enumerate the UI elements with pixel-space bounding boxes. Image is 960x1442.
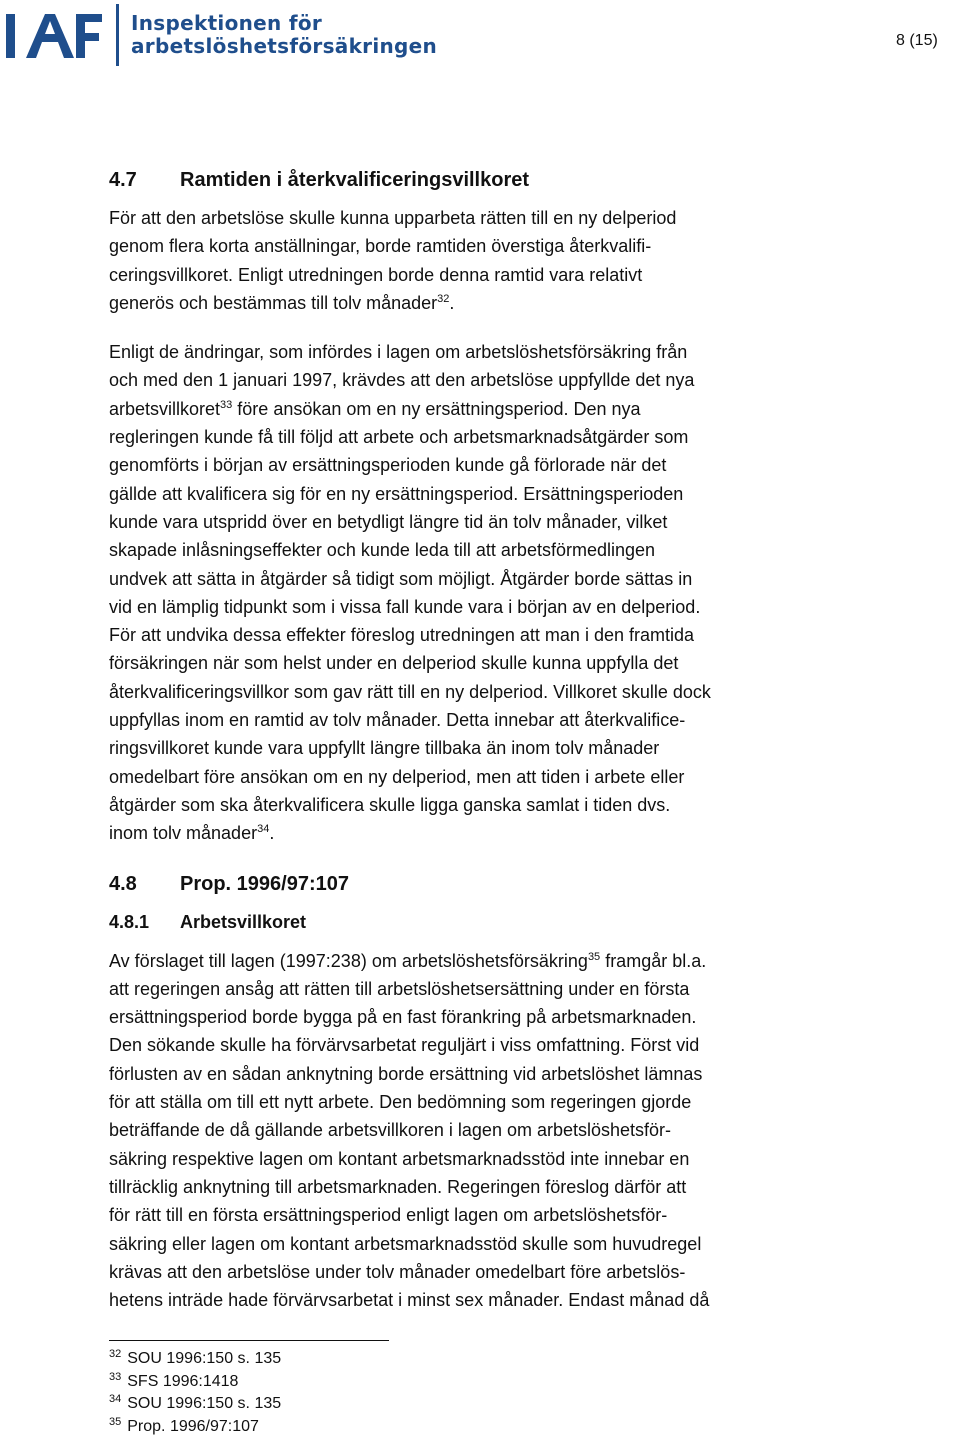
section-title: Ramtiden i återkvalificeringsvillkoret [180,169,530,191]
text-fragment: arbetsvillkoret [109,398,221,419]
text-line: säkring eller lagen om kontant arbetsmarknadsstöd skulle som huvudregel [109,1233,702,1254]
text-fragment: generös och bestämmas till tolv månader [109,292,438,313]
footnotes [109,1348,281,1439]
footnote-number: 35 [109,1416,122,1429]
text-line: för rätt till en första ersättningsperiod enligt lagen om arbetslöshetsför- [109,1205,668,1226]
text-line: förlusten av en sådan anknytning borde ersättning vid arbetslöshet lämnas [109,1063,703,1084]
footnote [109,1416,281,1439]
text-line: åtgärder som ska återkvalificera skulle ligga ganska samlat i tiden dvs. [109,794,671,815]
text-line: kunde vara utspridd över en betydligt längre tid än tolv månader, vilket [109,511,668,532]
text-line [109,947,844,975]
logo-line-2: arbetslöshetsförsäkringen [131,34,438,58]
text-line: Den sökande skulle ha förvärvsarbetat reguljärt i viss omfattning. Först vid [109,1035,700,1056]
text-line: krävas att den arbetslöse under tolv månader omedelbart före arbetslös- [109,1261,686,1282]
page-number: 8 (15) [896,32,938,49]
text-line: skapade inlåsningseffekter och kunde leda till att arbetsförmedlingen [109,540,656,561]
text-line: hetens inträde hade förvärvsarbetat i minst sex månader. Endast månad då [109,1290,710,1311]
footnote-ref: 35 [587,950,601,963]
text-line: uppfyllas inom en ramtid av tolv månader. Detta innebar att återkvalifice- [109,710,686,731]
text-fragment: före ansökan om en ny ersättningsperiod. Den nya [232,398,641,419]
section-heading-4-8 [109,870,844,898]
footnote-number: 34 [109,1393,122,1406]
footnote-text: SOU 1996:150 s. 135 [127,1395,282,1413]
footnote-number: 32 [109,1348,122,1360]
text-line: För att undvika dessa effekter föreslog utredningen att man i den framtida [109,625,694,646]
text-fragment: inom tolv månader [109,823,258,844]
text-line: Enligt de ändringar, som infördes i lagen om arbetslöshetsförsäkring från [109,342,688,363]
footnote [109,1371,281,1394]
footnote-text: SFS 1996:1418 [127,1372,239,1390]
logo-wordmark [131,12,437,58]
text-line: återkvalificeringsvillkor som gav rätt till en ny delperiod. Villkoret skulle dock [109,681,711,702]
footnote-number: 33 [109,1370,122,1383]
paragraph [109,947,844,1315]
footnote-text: Prop. 1996/97:107 [127,1418,259,1436]
text-line: beträffande de då gällande arbetsvillkoren i lagen om arbetslöshetsför- [109,1120,672,1141]
text-fragment: . [449,292,455,313]
text-line: ceringsvillkoret. Enligt utredningen borde denna ramtid vara relativt [109,264,643,285]
text-fragment: Av förslaget till lagen (1997:238) om arbetslöshetsförsäkring [109,950,588,971]
text-line [109,289,844,317]
section-number: 4.8 [109,872,137,895]
document-body [109,166,844,1314]
text-line: tillräcklig anknytning till arbetsmarknaden. Regeringen föreslog därför att [109,1176,687,1197]
text-line: omedelbart före ansökan om en ny delperiod, men att tiden i arbete eller [109,766,685,787]
paragraph [109,204,844,317]
section-title: Arbetsvillkoret [180,911,307,932]
iaf-logo-mark [6,4,102,62]
text-line: att regeringen ansåg att rätten till arbetslöshetsersättning under en första [109,978,690,999]
footnote [109,1348,281,1371]
text-line: genom flera korta anställningar, borde ramtiden överstiga återkvalifi- [109,236,652,257]
logo-divider [116,4,119,66]
footnote-ref: 34 [257,823,270,836]
text-line: ringsvillkoret kunde vara uppfyllt längre tillbaka än inom tolv månader [109,738,660,759]
text-fragment: framgår bl.a. [600,950,707,971]
logo-line-1: Inspektionen för [131,11,323,35]
footnote-text: SOU 1996:150 s. 135 [127,1350,282,1367]
text-fragment: . [269,823,275,844]
text-line: gällde att kvalificera sig för en ny ersättningsperiod. Ersättningsperioden [109,483,684,504]
text-line [109,395,844,423]
text-line: vid en lämplig tidpunkt som i vissa fall kunde vara i början av en delperiod. [109,596,701,617]
footnote-separator [109,1340,389,1341]
text-line: och med den 1 januari 1997, krävdes att den arbetslöse uppfyllde det nya [109,370,695,391]
text-line: För att den arbetslöse skulle kunna upparbeta rätten till en ny delperiod [109,208,677,228]
text-line: säkring respektive lagen om kontant arbetsmarknadsstöd inte innebar en [109,1148,690,1169]
footnote [109,1393,281,1416]
section-number: 4.7 [109,169,137,191]
paragraph [109,338,844,847]
iaf-logo [0,0,438,72]
section-title: Prop. 1996/97:107 [180,872,349,895]
section-heading-4-8-1 [109,910,844,934]
text-line: ersättningsperiod borde bygga på en fast förankring på arbetsmarknaden. [109,1007,697,1028]
text-line: genomförts i början av ersättningsperioden kunde gå förlorade när det [109,455,667,476]
text-line: regleringen kunde få till följd att arbete och arbetsmarknadsåtgärder som [109,427,689,448]
text-line [109,819,844,847]
section-heading-4-7 [109,166,844,194]
footnote-ref: 33 [220,398,233,411]
text-line: undvek att sätta in åtgärder så tidigt som möjligt. Åtgärder borde sättas in [109,568,693,589]
footnote-ref: 32 [437,292,450,305]
text-line: försäkringen när som helst under en delperiod skulle kunna uppfylla det [109,653,679,674]
section-number: 4.8.1 [109,911,150,932]
text-line: för att ställa om till ett nytt arbete. Den bedömning som regeringen gjorde [109,1092,692,1113]
